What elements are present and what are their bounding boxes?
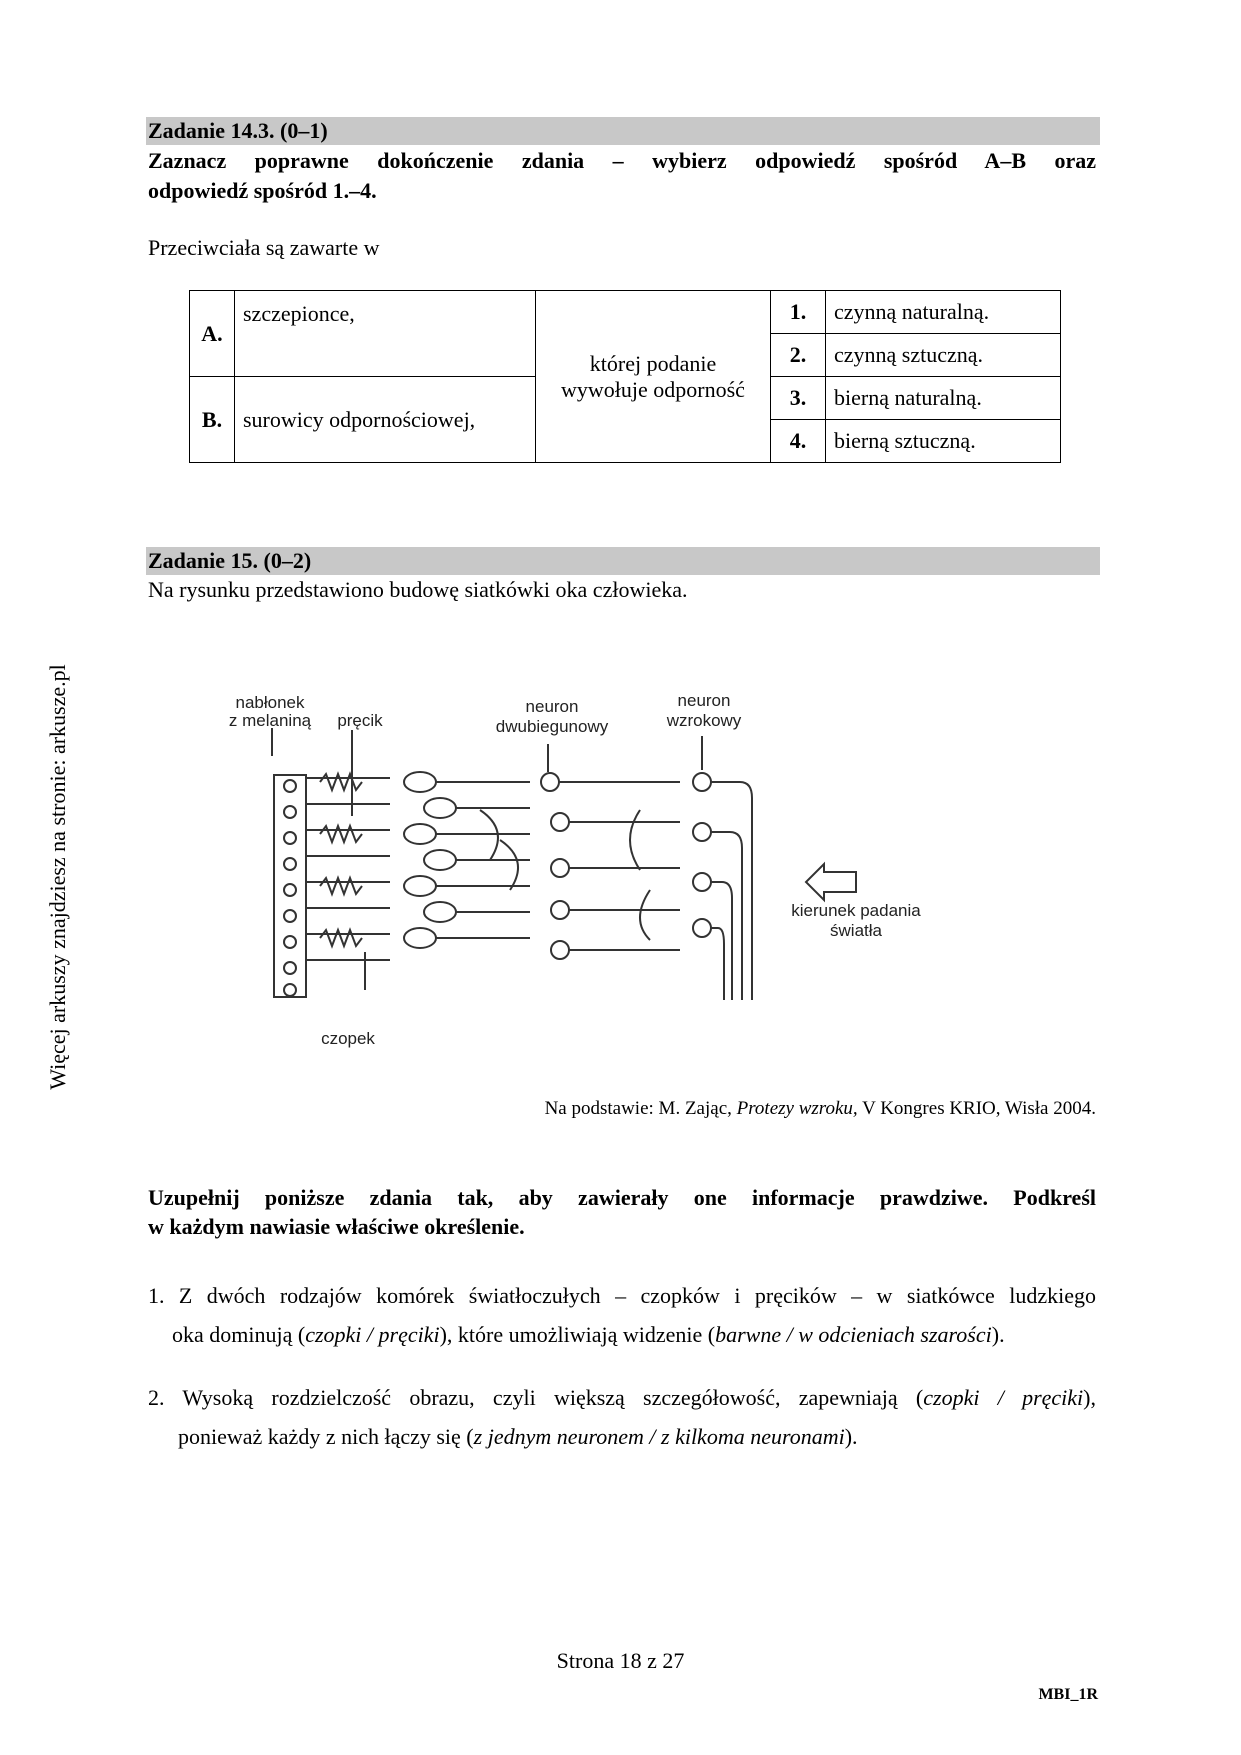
label-epithelium-2: z melaniną [228,711,312,730]
task-14-3-stem: Przeciwciała są zawarte w [148,235,380,260]
task-15-title: Zadanie 15. (0–2) [146,547,1100,575]
light-direction-arrow [806,864,856,900]
label-epithelium-1: nabłonek [235,693,305,712]
s1-e: ). [991,1322,1005,1347]
sentence-2-line1 [148,1385,1096,1411]
retina-figure [228,660,1020,1070]
side-watermark: Więcej arkuszy znajdziesz na stronie: arkusze.pl [45,664,70,1090]
s1-choice-2[interactable]: barwne / w odcieniach szarości [715,1322,992,1347]
option-a-text[interactable]: szczepionce, [235,291,536,377]
sentence-2-line2 [178,1424,858,1450]
option-1-num[interactable]: 1. [771,291,826,334]
s1-c: ), które umożliwiają widzenie ( [439,1322,716,1347]
cone-coil-3 [320,878,362,894]
label-bipolar-1: neuron [525,697,579,716]
task-14-3-title: Zadanie 14.3. (0–1) [146,117,1100,145]
s1-a: oka dominują ( [172,1322,306,1347]
s2-d: ponieważ każdy z nich łączy się ( [178,1424,474,1449]
s2-choice-2[interactable]: z jednym neuronem / z kilkoma neuronami [473,1424,845,1449]
s2-a: 2. Wysoką rozdzielczość obrazu, czyli większą szczegółowość, zapewniają ( [148,1385,924,1410]
cone-coil-4 [320,930,362,946]
middle-text [536,291,771,463]
label-ganglion-1: neuron [677,691,731,710]
sentence-1-line2 [172,1322,1005,1348]
middle-line1: której podanie [589,350,717,376]
option-a-label[interactable]: A. [190,291,235,377]
exam-code: MBI_1R [1038,1686,1098,1703]
option-b-text[interactable]: surowicy odpornościowej, [235,377,536,463]
option-4-num[interactable]: 4. [771,420,826,463]
s2-f: ). [844,1424,858,1449]
label-ganglion-2: wzrokowy [666,711,742,730]
task-15-intro: Na rysunku przedstawiono budowę siatkówki oka człowieka. [148,577,688,602]
source-suffix: V Kongres KRIO, Wisła 2004. [857,1098,1096,1119]
label-rod: pręcik [337,711,383,730]
source-prefix: Na podstawie: M. Zając, [544,1098,737,1119]
option-4-text[interactable]: bierną sztuczną. [826,420,1061,463]
s1-choice-1[interactable]: czopki / pręciki [305,1322,440,1347]
s2-choice-1[interactable]: czopki / pręciki [923,1385,1084,1410]
option-3-text[interactable]: bierną naturalną. [826,377,1061,420]
task-15-instruction-line1: Uzupełnij poniższe zdania tak, aby zawierały one informacje prawdziwe. Podkreśl [148,1185,1096,1210]
task-14-3-instruction-line1: Zaznacz poprawne dokończenie zdania – wybierz odpowiedź spośród A–B oraz [148,148,1096,173]
option-2-num[interactable]: 2. [771,334,826,377]
cone-coil-2 [320,826,362,842]
label-cone: czopek [321,1029,375,1048]
sentence-1-line1: 1. Z dwóch rodzajów komórek światłoczułych – czopków i pręcików – w siatkówce ludzkiego [148,1283,1096,1308]
option-1-text[interactable]: czynną naturalną. [826,291,1061,334]
epithelium-column [274,775,306,997]
middle-line2: wywołuje odporność [561,376,745,402]
figure-source [545,1098,1096,1120]
option-2-text[interactable]: czynną sztuczną. [826,334,1061,377]
answer-table [189,290,1061,463]
label-light-2: światła [830,921,882,940]
task-15-instruction-line2: w każdym nawiasie właściwe określenie. [148,1214,525,1239]
s2-c: ), [1083,1385,1096,1410]
label-light-1: kierunek padania [791,901,921,920]
page-number: Strona 18 z 27 [556,1648,685,1673]
source-title: Protezy wzroku, [736,1098,858,1119]
label-bipolar-2: dwubiegunowy [495,717,609,736]
option-3-num[interactable]: 3. [771,377,826,420]
cone-coil-1 [320,774,362,790]
option-b-label[interactable]: B. [190,377,235,463]
task-14-3-instruction-line2: odpowiedź spośród 1.–4. [148,178,377,203]
